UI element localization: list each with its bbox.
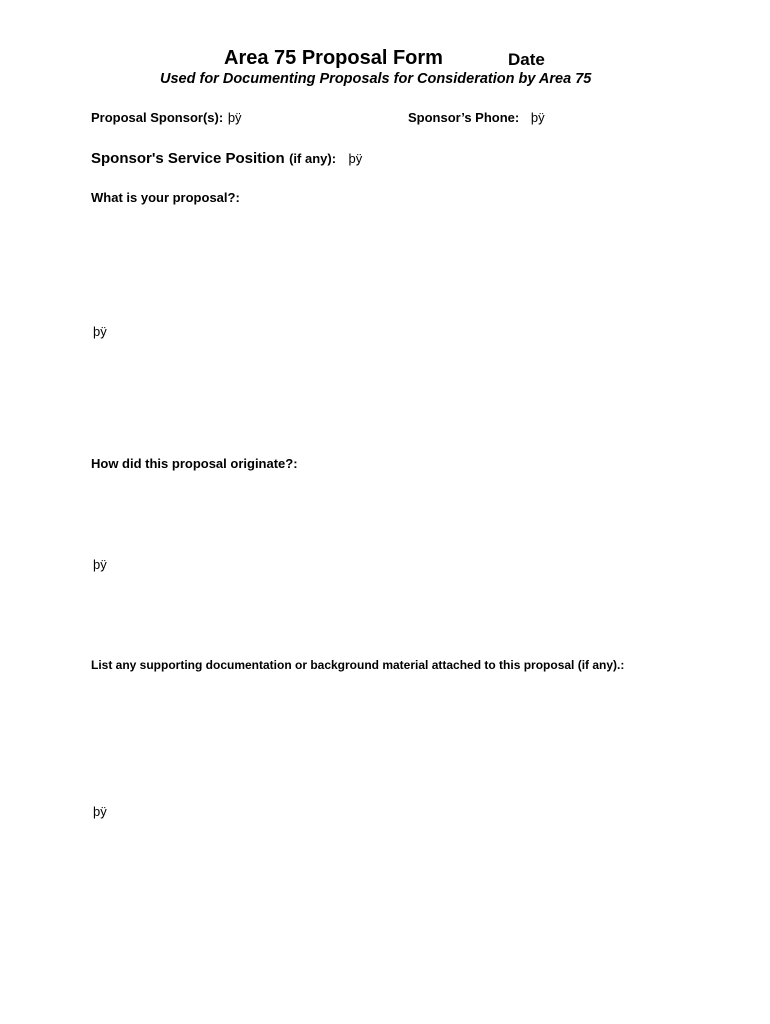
proposal-field[interactable]: þÿ bbox=[93, 324, 107, 339]
origin-field[interactable]: þÿ bbox=[93, 557, 107, 572]
proposal-label: What is your proposal?: bbox=[91, 190, 240, 205]
origin-label: How did this proposal originate?: bbox=[91, 456, 298, 471]
phone-field[interactable]: þÿ bbox=[530, 110, 545, 125]
service-position-row bbox=[91, 150, 362, 168]
phone-row bbox=[408, 110, 545, 125]
service-position-label: Sponsor's Service Position bbox=[91, 150, 285, 167]
date-label: Date bbox=[508, 50, 545, 69]
service-position-field[interactable]: þÿ bbox=[348, 151, 363, 166]
sponsors-label: Proposal Sponsor(s): bbox=[91, 110, 224, 125]
documentation-label: List any supporting documentation or background material attached to this proposal (if any).: bbox=[91, 658, 625, 672]
sponsors-row bbox=[91, 110, 242, 125]
documentation-field[interactable]: þÿ bbox=[93, 804, 107, 819]
form-title: Area 75 Proposal Form bbox=[224, 47, 443, 69]
sponsors-field[interactable]: þÿ bbox=[227, 110, 242, 125]
form-subtitle: Used for Documenting Proposals for Consideration by Area 75 bbox=[160, 71, 592, 87]
phone-label: Sponsor’s Phone: bbox=[408, 110, 520, 125]
service-position-qualifier: (if any): bbox=[289, 151, 337, 166]
